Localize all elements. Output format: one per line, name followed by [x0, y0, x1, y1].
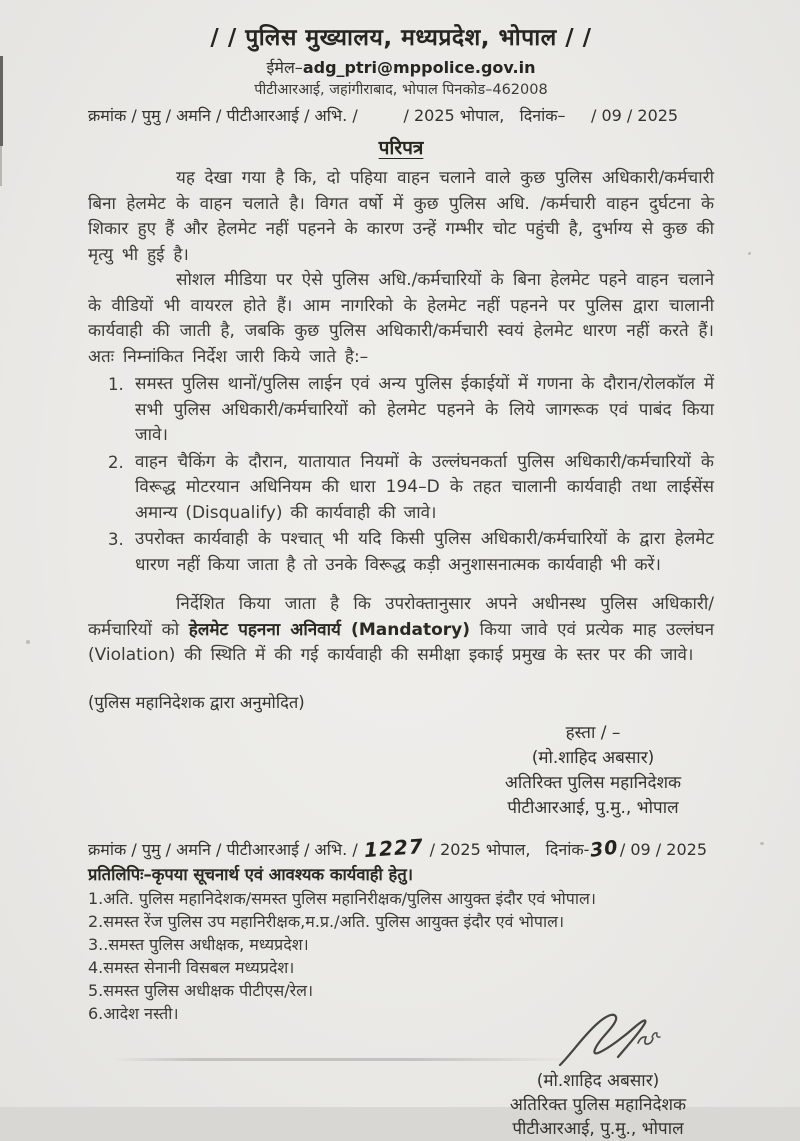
copies-heading: प्रतिलिपिः–कृपया सूचनार्थ एवं आवश्यक कार्यवाही हेतु।: [88, 864, 413, 884]
document-content: [88, 22, 714, 1141]
reference-number-line-2: [88, 835, 714, 863]
scan-speck: [748, 252, 751, 255]
ref2-part1: क्रमांक / पुमु / अमनि / पीटीआरआई / अभि. /: [88, 839, 363, 859]
directive-number: 2.: [108, 452, 124, 472]
scan-artifact-line-faint: [0, 146, 2, 186]
scan-artifact-line: [0, 56, 3, 146]
handwritten-ref-number: 1227: [363, 833, 425, 862]
directive-item-1: [88, 372, 714, 449]
scan-speck: [26, 640, 30, 644]
email-label: ईमेल–: [266, 58, 303, 77]
page-title: / / पुलिस मुख्यालय, मध्यप्रदेश, भोपाल / /: [210, 25, 592, 51]
directive-text: वाहन चैकिंग के दौरान, यातायात नियमों के उल्लंघनकर्ता पुलिस अधिकारी/कर्मचारियों के विरूद्ध मोटरयान अधिनियम की धारा 194–D के तहत चालानी कार्यवाही तथा लाईसेंस अमान्य (Disqualify) की कार्यवाही की जावे।: [135, 451, 714, 523]
directive-text: उपरोक्त कार्यवाही के पश्चात् भी यदि किसी पुलिस अधिकारी/कर्मचारियों के द्वारा हेलमेट धारण नहीं किया जाता है तो उनके विरूद्ध कड़ी अनुशासनात्मक कार्यवाही भी करें।: [135, 529, 714, 575]
copy-item-3: 3..समस्त पुलिस अधीक्षक, मध्यप्रदेश।: [88, 934, 309, 954]
directive-list: [88, 372, 714, 578]
scan-speck: [760, 842, 764, 845]
signed-label: हस्ता / –: [565, 722, 621, 743]
handwritten-date: 30: [589, 835, 621, 862]
copy-item-4: 4.समस्त सेनानी विसबल मध्यप्रदेश।: [88, 957, 295, 977]
body-paragraph-2: सोशल मीडिया पर ऐसे पुलिस अधि./कर्मचारियों के बिना हेलमेट पहने वाहन चलाने के वीडियों भी वायरल होते हैं। आम नागरिको के हेलमेट नहीं पहनने पर पुलिस द्वारा चालानी कार्यवाही की जाती है, जबकि कुछ पुलिस अधिकारी/कर्मचारी स्वयं हेलमेट धारण नहीं करते हैं। अतः निम्नांकित निर्देश जारी किये जाते है:–: [88, 270, 714, 367]
signatory-block-bottom: [458, 1013, 738, 1141]
signatory-block-top: [458, 721, 728, 821]
subject-heading: परिपत्र: [378, 137, 424, 159]
ref2-part2: / 2025 भोपाल, दिनांक-: [424, 839, 590, 859]
directive-number: 3.: [108, 530, 124, 549]
signatory-name: (मो.शाहिद अबसार): [531, 747, 655, 768]
paper-crease-line: [112, 1058, 572, 1061]
header-email-line: [88, 56, 714, 80]
directive-item-3: [88, 527, 714, 578]
copy-item-6: 6.आदेश नस्ती।: [88, 1003, 179, 1023]
directive-item-2: [88, 450, 714, 527]
signatory-name: (मो.शाहिद अबसार): [536, 1070, 660, 1091]
closing-paragraph: [88, 592, 714, 669]
closing-text-before: निर्देशित किया जाता है कि उपरोक्तानुसार अपने अधीनस्थ पुलिस अधिकारी/कर्मचारियों को: [88, 594, 714, 640]
signatory-office: पीटीआरआई, पु.मु., भोपाल: [507, 797, 679, 818]
signatory-designation: अतिरिक्त पुलिस महानिदेशक: [509, 1094, 687, 1115]
email-address: adg_ptri@mppolice.gov.in: [302, 58, 536, 77]
header-address: पीटीआरआई, जहांगीराबाद, भोपाल पिनकोड–462008: [254, 82, 548, 98]
directive-text: समस्त पुलिस थानों/पुलिस लाईन एवं अन्य पुलिस ईकाईयों में गणना के दौरान/रोलकॉल में सभी पुलिस अधिकारी/कर्मचारियों को हेलमेट पहनने के लिये जागरूक एवं पाबंद किया जावे।: [135, 374, 714, 445]
directive-number: 1.: [108, 375, 124, 394]
copy-item-1: 1.अति. पुलिस महानिदेशक/समस्त पुलिस महानिरीक्षक/पुलिस आयुक्त इंदौर एवं भोपाल।: [88, 888, 596, 908]
closing-text-after: किया जावे एवं प्रत्येक माह उल्लंघन (Violation) की स्थिति में की गई कार्यवाही की समीक्षा इकाई प्रमुख के स्तर पर की जावे।: [88, 619, 715, 665]
approval-note: (पुलिस महानिदेशक द्वारा अनुमोदित): [88, 692, 305, 712]
body-paragraph-1: यह देखा गया है कि, दो पहिया वाहन चलाने वाले कुछ पुलिस अधिकारी/कर्मचारी बिना हेलमेट के वाहन चलाते है। विगत वर्षो में कुछ पुलिस अधि. /कर्मचारी वाहन दुर्घटना के शिकार हुए हैं और हेलमेट नहीं पहनने के कारण उन्हें गम्भीर चोट पहुंची है, दुर्भाग्य से कुछ की मृत्यु भी हुई है।: [88, 168, 714, 265]
signatory-designation: अतिरिक्त पुलिस महानिदेशक: [504, 772, 682, 793]
signature-scribble-icon: [554, 1009, 674, 1071]
copy-item-5: 5.समस्त पुलिस अधीक्षक पीटीएस/रेल।: [88, 980, 314, 1000]
signatory-office: पीटीआरआई, पु.मु., भोपाल: [512, 1118, 684, 1139]
mandatory-emphasis: हेलमेट पहनना अनिवार्य (Mandatory): [188, 619, 470, 640]
ref2-part3: / 09 / 2025: [619, 839, 707, 859]
copy-item-2: 2.समस्त रेंज पुलिस उप महानिरीक्षक,म.प्र./अति. पुलिस आयुक्त इंदौर एवं भोपाल।: [88, 911, 565, 931]
reference-number-line: क्रमांक / पुमु / अमनि / पीटीआरआई / अभि. / / 2025 भोपाल, दिनांक– / 09 / 2025: [88, 106, 679, 125]
